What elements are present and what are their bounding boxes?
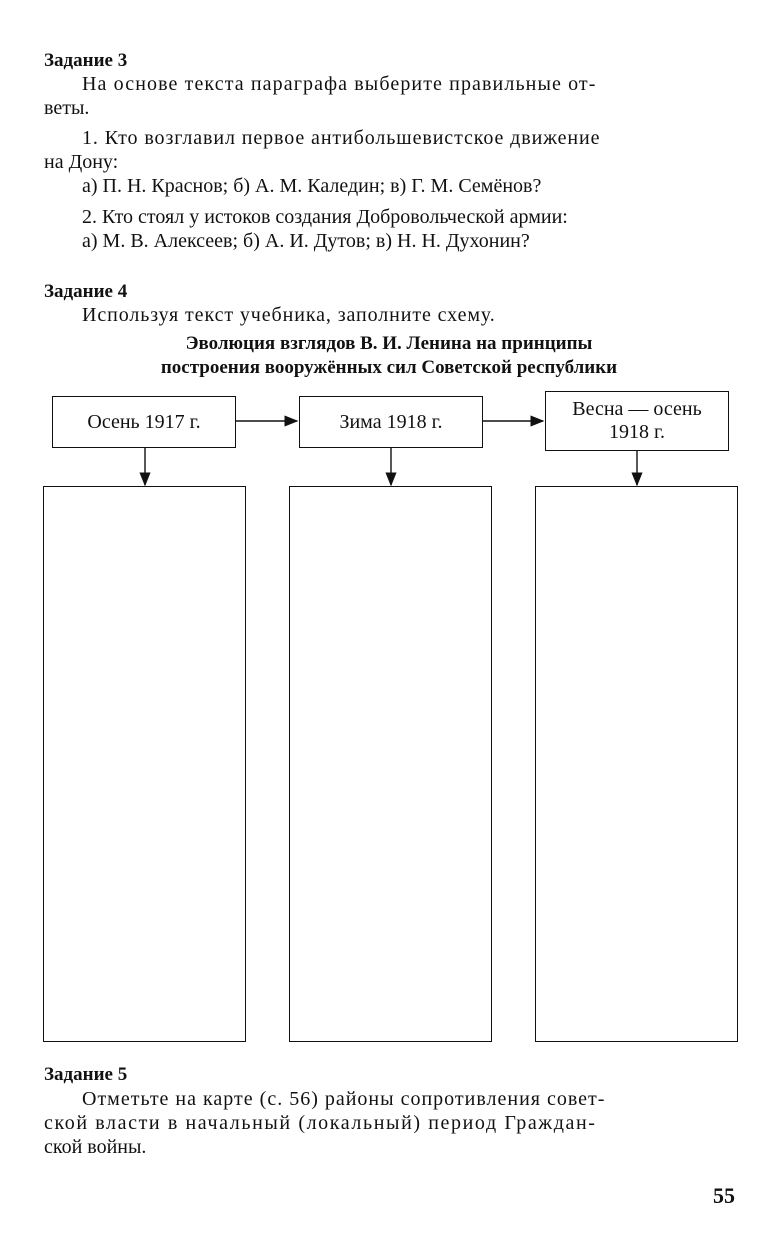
task3-intro-line2: веты. bbox=[44, 97, 90, 119]
task4-intro: Используя текст учебника, заполните схему. bbox=[82, 304, 496, 326]
task5-line2: ской власти в начальный (локальный) период Граждан- bbox=[44, 1112, 597, 1134]
period-label: Зима 1918 г. bbox=[339, 410, 443, 433]
task3-heading: Задание 3 bbox=[44, 50, 128, 71]
page-number: 55 bbox=[713, 1183, 735, 1208]
period-label-line2: 1918 г. bbox=[609, 421, 665, 443]
task3-question2-options: а) М. В. Алексеев; б) А. И. Дутов; в) Н. Н. Духонин? bbox=[82, 230, 530, 252]
period-label: Осень 1917 г. bbox=[87, 410, 201, 433]
scheme-title-line1: Эволюция взглядов В. И. Ленина на принципы bbox=[185, 333, 593, 354]
task5-line1: Отметьте на карте (с. 56) районы сопротивления совет- bbox=[82, 1088, 606, 1110]
fill-in-column-2[interactable] bbox=[289, 486, 492, 1042]
task4-heading: Задание 4 bbox=[44, 281, 128, 302]
task5-heading: Задание 5 bbox=[44, 1064, 128, 1085]
task3-question1-options: а) П. Н. Краснов; б) А. М. Каледин; в) Г. М. Семёнов? bbox=[82, 175, 542, 197]
period-label-line1: Весна — осень bbox=[572, 398, 702, 420]
task3-intro-line1: На основе текста параграфа выберите правильные от- bbox=[82, 73, 597, 95]
task3-question2-line1: 2. Кто стоял у истоков создания Добровольческой армии: bbox=[82, 206, 568, 228]
fill-in-column-3[interactable] bbox=[535, 486, 738, 1042]
task5-line3: ской войны. bbox=[44, 1136, 147, 1158]
fill-in-column-1[interactable] bbox=[43, 486, 246, 1042]
scheme-title-line2: построения вооружённых сил Советской республики bbox=[160, 357, 618, 378]
task3-question1-line1: 1. Кто возглавил первое антибольшевистское движение bbox=[82, 127, 601, 149]
task3-question1-line2: на Дону: bbox=[44, 151, 119, 173]
